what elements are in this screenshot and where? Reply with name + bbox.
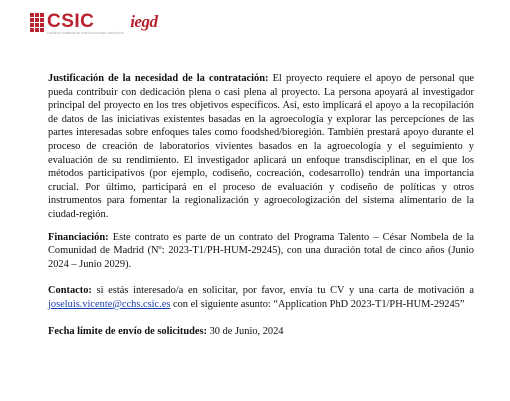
financiacion-paragraph [48, 231, 474, 272]
justificacion-label: Justificación de la necesidad de la contratación: [48, 73, 269, 84]
contacto-text-before: si estás interesado/a en solicitar, por favor, envía tu CV y una carta de motivación a [91, 285, 474, 297]
contacto-text-after: con el siguiente asunto: “Application PhD 2023-T1/PH-HUM-29245” [170, 298, 465, 310]
contacto-paragraph [48, 284, 474, 311]
financiacion-label: Financiación: [48, 231, 109, 243]
csic-logo-icon [30, 13, 44, 31]
header [30, 12, 157, 38]
fecha-limite-text: 30 de Junio, 2024 [207, 325, 284, 337]
iegd-logo: iegd [130, 12, 158, 31]
document-body [48, 72, 474, 351]
justificacion-text: El proyecto requiere el apoyo de personal que pueda contribuir con dedicación plena o casi plena al proyecto. La persona apoyará al investigador principal del proyecto en los tres objetivos específicos. Así, esto implicará el apoyo a la recopilación de datos de las iniciativas existentes basadas en la agroecología y explorar las percepciones de las partes interesadas sobre enfoques tales como foodshed/bioregión. También prestará apoyo durante el proceso de creación de laboratorios vivientes basados en la agroecología y el seguimiento y evaluación de su rendimiento. El investigador aplicará un enfoque transdisciplinar, en el que los métodos participativos (por ejemplo, codiseño, cocreación, codesarrollo) tendrán una importancia crucial. Por último, participará en el proceso de evaluación y codiseño de políticas y otros instrumentos para fomentar la regionalización y agroecologización del sistema alimentario de la ciudad-región. [48, 73, 474, 220]
csic-logo-text: CSIC [47, 11, 95, 32]
justificacion-paragraph [48, 72, 474, 222]
contact-email-link[interactable]: joseluis.vicente@cchs.csic.es [48, 298, 171, 310]
fecha-limite-label: Fecha límite de envío de solicitudes: [48, 325, 208, 337]
csic-logo-subtext: CONSEJO SUPERIOR DE INVESTIGACIONES CIENTÍFICAS [47, 32, 125, 35]
fecha-limite-paragraph [48, 325, 474, 339]
financiacion-text: Este contrato es parte de un contrato del Programa Talento – César Nombela de la Comunidad de Madrid (Nº: 2023-T1/PH-HUM-29245), con una duración total de cinco años (Junio 2024 – Junio 2029). [48, 231, 474, 270]
csic-logo [47, 12, 124, 35]
contacto-label: Contacto: [48, 285, 92, 297]
